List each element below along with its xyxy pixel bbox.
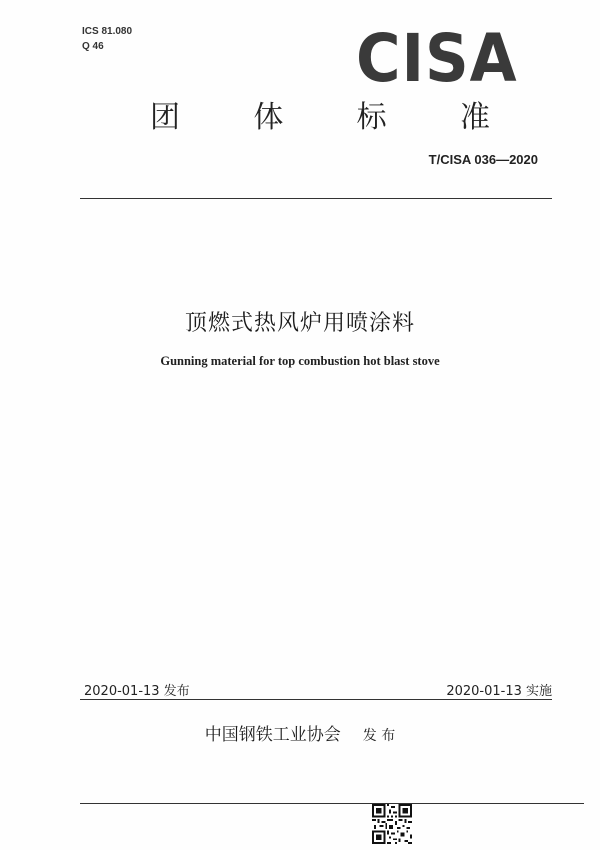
standard-type-char: 团 [150,100,180,135]
top-divider [80,198,552,199]
standard-type-char: 准 [459,100,490,135]
publisher-name: 中国钢铁工业协会 [204,725,341,745]
standard-type-char: 标 [356,100,387,135]
implementation-date: 2020-01-13 实施 [446,684,552,699]
date-divider [80,699,552,700]
publisher-line [0,720,600,745]
classification-codes [82,24,132,54]
standard-type-char: 体 [253,100,284,135]
qr-code-icon [372,804,412,844]
title-english: Gunning material for top combustion hot blast stove [160,354,440,368]
publisher-label: 发 布 [362,728,396,744]
cisa-logo: CISA [356,20,518,97]
issue-date: 2020-01-13 发布 [84,684,190,699]
standard-number: T/CISA 036—2020 [428,152,538,167]
title-chinese: 顶燃式热风炉用喷涂料 [184,311,415,336]
ccs-code: Q 46 [82,41,104,52]
standard-type-heading [150,100,490,136]
bottom-divider [80,803,584,804]
ics-code: ICS 81.080 [82,26,133,37]
